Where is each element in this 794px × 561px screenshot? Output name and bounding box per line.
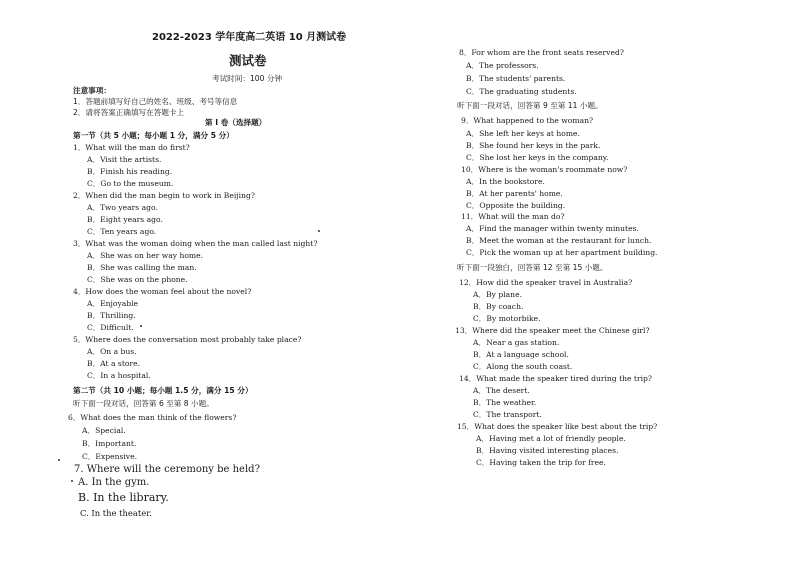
option: A. In the gym. xyxy=(78,477,150,488)
option: A．Two years ago. xyxy=(87,203,158,212)
option: B．Thrilling. xyxy=(87,311,136,320)
question-1: 1．What will the man do first? xyxy=(73,143,190,152)
option: B．At a store. xyxy=(87,359,140,368)
option: A．Having met a lot of friendly people. xyxy=(476,434,626,443)
option: A．Near a gas station. xyxy=(473,338,560,347)
question-4: 4．How does the woman feel about the novel? xyxy=(73,287,252,296)
exam-title: 2022-2023 学年度高二英语 10 月测试卷 xyxy=(152,32,347,43)
option: B．By coach. xyxy=(473,302,524,311)
question-2: 2．When did the man begin to work in Beijing? xyxy=(73,191,255,200)
question-14: 14．What made the speaker tired during the trip? xyxy=(459,374,652,383)
question-10: 10．Where is the woman's roommate now? xyxy=(461,165,628,174)
option: A．Enjoyable xyxy=(87,299,139,308)
option: B．At a language school. xyxy=(473,350,569,359)
option: B．Finish his reading. xyxy=(87,167,173,176)
option: B．The students' parents. xyxy=(466,74,566,83)
option: C．By motorbike. xyxy=(473,314,541,323)
option: C．Difficult. xyxy=(87,323,134,332)
option: C．Having taken the trip for free. xyxy=(476,458,606,467)
option: C．Ten years ago. xyxy=(87,227,157,236)
option: B. In the library. xyxy=(78,491,169,504)
option: A．She left her keys at home. xyxy=(466,129,580,138)
option: B．The weather. xyxy=(473,398,537,407)
option: A．On a bus. xyxy=(87,347,137,356)
option: B．Having visited interesting places. xyxy=(476,446,619,455)
scan-speck xyxy=(318,230,320,232)
question-13: 13．Where did the speaker meet the Chinese girl? xyxy=(455,326,650,335)
exam-time: 考试时间：100 分钟 xyxy=(212,74,283,83)
option: A．Visit the artists. xyxy=(87,155,162,164)
notes-heading: 注意事项： xyxy=(73,86,111,95)
option: A．Find the manager within twenty minutes. xyxy=(466,224,639,233)
question-5: 5．Where does the conversation most probably take place? xyxy=(73,335,302,344)
note-item: 1．答题前填写好自己的姓名、班级、考号等信息 xyxy=(73,97,238,106)
scan-speck xyxy=(140,325,142,327)
option: C．She was on the phone. xyxy=(87,275,188,284)
question-11: 11．What will the man do? xyxy=(461,212,565,221)
option: C. In the theater. xyxy=(80,508,152,518)
question-7: 7. Where will the ceremony be held? xyxy=(74,464,260,475)
question-9: 9．What happened to the woman? xyxy=(461,116,594,125)
option: C．In a hospital. xyxy=(87,371,151,380)
option: B．Meet the woman at the restaurant for lunch. xyxy=(466,236,652,245)
option: C．The transport. xyxy=(473,410,542,419)
option: B．Important. xyxy=(82,439,137,448)
question-12: 12．How did the speaker travel in Australia? xyxy=(459,278,633,287)
section1-heading: 第一节（共 5 小题；每小题 1 分，满分 5 分） xyxy=(73,131,234,140)
option: A．She was on her way home. xyxy=(87,251,204,260)
option: C．Expensive. xyxy=(82,452,137,461)
option: C．Pick the woman up at her apartment building. xyxy=(466,248,658,257)
monologue-intro: 听下面一段独白，回答第 12 至第 15 小题。 xyxy=(457,263,608,272)
scan-speck xyxy=(58,459,60,461)
option: B．At her parents' home. xyxy=(466,189,563,198)
option: B．Eight years ago. xyxy=(87,215,163,224)
question-15: 15．What does the speaker like best about the trip? xyxy=(457,422,658,431)
option: C．Go to the museum. xyxy=(87,179,174,188)
question-3: 3．What was the woman doing when the man called last night? xyxy=(73,239,318,248)
question-8: 8．For whom are the front seats reserved? xyxy=(459,48,624,57)
option: A．The desert. xyxy=(473,386,530,395)
option: C．Opposite the building. xyxy=(466,201,566,210)
option: A．The professors. xyxy=(466,61,539,70)
question-6: 6．What does the man think of the flowers? xyxy=(68,413,237,422)
option: B．She found her keys in the park. xyxy=(466,141,601,150)
part-heading: 第 I 卷（选择题） xyxy=(205,118,267,127)
option: A．Special. xyxy=(82,426,126,435)
option: C．She lost her keys in the company. xyxy=(466,153,609,162)
scan-speck xyxy=(71,480,73,482)
option: A．In the bookstore. xyxy=(466,177,545,186)
dialogue-intro: 听下面一段对话，回答第 6 至第 8 小题。 xyxy=(73,399,214,408)
option: B．She was calling the man. xyxy=(87,263,197,272)
dialogue-intro: 听下面一段对话，回答第 9 至第 11 小题。 xyxy=(457,101,603,110)
section2-heading: 第二节（共 10 小题；每小题 1.5 分，满分 15 分） xyxy=(73,386,253,395)
note-item: 2．请将答案正确填写在答题卡上 xyxy=(73,108,185,117)
option: C．Along the south coast. xyxy=(473,362,573,371)
page-subtitle: 测试卷 xyxy=(229,53,267,68)
option: C．The graduating students. xyxy=(466,87,577,96)
option: A．By plane. xyxy=(473,290,522,299)
